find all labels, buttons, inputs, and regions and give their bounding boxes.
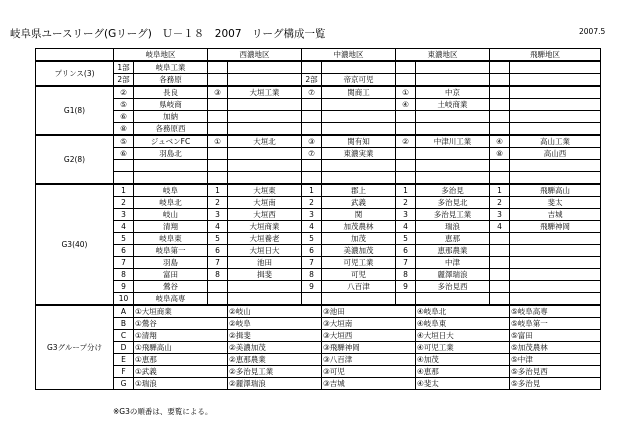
seed-cell: 4 xyxy=(302,221,322,233)
region-header-row xyxy=(36,49,601,62)
seed-cell xyxy=(302,61,322,74)
seed-cell: ② xyxy=(396,135,416,148)
group-team: ④恵那 xyxy=(416,366,510,378)
section-label: プリンス(3) xyxy=(36,61,114,86)
section-label: G2(8) xyxy=(36,135,114,184)
table-row xyxy=(36,148,601,160)
team-cell xyxy=(322,111,396,123)
seed-cell xyxy=(490,160,510,172)
team-cell xyxy=(416,160,490,172)
team-cell: 高山西 xyxy=(510,148,601,160)
seed-cell: 7 xyxy=(396,257,416,269)
seed-cell: ⑥ xyxy=(114,111,134,123)
seed-cell xyxy=(490,245,510,257)
seed-cell: 5 xyxy=(302,233,322,245)
seed-cell xyxy=(302,123,322,136)
group-row xyxy=(36,342,601,354)
team-cell xyxy=(228,148,302,160)
section-label: G3(40) xyxy=(36,184,114,305)
group-team: ①鶯谷 xyxy=(134,318,228,330)
team-cell: 大垣日大 xyxy=(228,245,302,257)
seed-cell xyxy=(490,269,510,281)
seed-cell: 7 xyxy=(208,257,228,269)
seed-cell: 2部 xyxy=(302,74,322,87)
team-cell: 各務原西 xyxy=(134,123,208,136)
seed-cell: 5 xyxy=(396,233,416,245)
group-team: ④加茂 xyxy=(416,354,510,366)
team-cell: 可児工業 xyxy=(322,257,396,269)
seed-cell: 3 xyxy=(114,209,134,221)
seed-cell: 3 xyxy=(208,209,228,221)
team-cell: 大垣養老 xyxy=(228,233,302,245)
team-cell: 揖斐 xyxy=(228,269,302,281)
seed-cell: 2 xyxy=(396,197,416,209)
seed-cell xyxy=(208,123,228,136)
seed-cell: 1 xyxy=(114,184,134,197)
seed-cell: ④ xyxy=(396,99,416,111)
team-cell: 関商工 xyxy=(322,86,396,99)
team-cell: 関 xyxy=(322,209,396,221)
seed-cell xyxy=(490,74,510,87)
team-cell xyxy=(416,111,490,123)
seed-cell: ② xyxy=(114,86,134,99)
table-row xyxy=(36,257,601,269)
team-cell: 岐阜北 xyxy=(134,197,208,209)
seed-cell: 6 xyxy=(396,245,416,257)
seed-cell: ⑤ xyxy=(114,135,134,148)
group-team: ③大垣南 xyxy=(322,318,416,330)
seed-cell xyxy=(302,172,322,185)
seed-cell xyxy=(114,172,134,185)
group-team: ②揖斐 xyxy=(228,330,322,342)
team-cell: 中津 xyxy=(416,257,490,269)
team-cell: 八百津 xyxy=(322,281,396,293)
group-row xyxy=(36,354,601,366)
group-team: ⑤中津 xyxy=(510,354,601,366)
seed-cell xyxy=(302,99,322,111)
group-team: ①瑞浪 xyxy=(134,378,228,390)
table-row xyxy=(36,269,601,281)
group-team: ⑤富田 xyxy=(510,330,601,342)
table-row xyxy=(36,111,601,123)
seed-cell: 4 xyxy=(208,221,228,233)
table-row xyxy=(36,123,601,136)
team-cell: 岐阜第一 xyxy=(134,245,208,257)
group-team: ⑤多治見西 xyxy=(510,366,601,378)
team-cell: 中京 xyxy=(416,86,490,99)
group-team: ②麗澤瑞浪 xyxy=(228,378,322,390)
team-cell: 加茂 xyxy=(322,233,396,245)
team-cell xyxy=(416,74,490,87)
team-cell xyxy=(228,293,302,306)
team-cell xyxy=(510,99,601,111)
team-cell: 高山工業 xyxy=(510,135,601,148)
seed-cell: ⑦ xyxy=(302,86,322,99)
team-cell xyxy=(416,293,490,306)
team-cell xyxy=(228,160,302,172)
seed-cell: 5 xyxy=(114,233,134,245)
seed-cell: ⑤ xyxy=(114,99,134,111)
team-cell: 羽島北 xyxy=(134,148,208,160)
team-cell: 吉城 xyxy=(510,209,601,221)
seed-cell: 8 xyxy=(114,269,134,281)
seed-cell: 7 xyxy=(114,257,134,269)
group-team: ③可児 xyxy=(322,366,416,378)
seed-cell xyxy=(396,160,416,172)
group-row xyxy=(36,378,601,390)
team-cell: 羽島 xyxy=(134,257,208,269)
team-cell: 岐阜工業 xyxy=(134,61,208,74)
region-header: 西濃地区 xyxy=(208,49,302,62)
team-cell: 可児 xyxy=(322,269,396,281)
seed-cell xyxy=(490,172,510,185)
region-header: 岐阜地区 xyxy=(114,49,208,62)
seed-cell xyxy=(490,61,510,74)
team-cell xyxy=(510,86,601,99)
team-cell: 斐太 xyxy=(510,197,601,209)
team-cell xyxy=(228,111,302,123)
team-cell xyxy=(322,99,396,111)
group-letter: G xyxy=(114,378,134,390)
group-team: ②恵那農業 xyxy=(228,354,322,366)
seed-cell: 8 xyxy=(302,269,322,281)
team-cell xyxy=(510,245,601,257)
seed-cell: 8 xyxy=(396,269,416,281)
team-cell xyxy=(322,160,396,172)
group-team: ①大垣商業 xyxy=(134,305,228,318)
team-cell: 飛騨神岡 xyxy=(510,221,601,233)
team-cell: 大垣商業 xyxy=(228,221,302,233)
team-cell: 大垣西 xyxy=(228,209,302,221)
team-cell: 東濃実業 xyxy=(322,148,396,160)
seed-cell: 2 xyxy=(490,197,510,209)
seed-cell xyxy=(396,123,416,136)
team-cell xyxy=(510,111,601,123)
group-letter: C xyxy=(114,330,134,342)
seed-cell xyxy=(490,111,510,123)
group-team: ②岐山 xyxy=(228,305,322,318)
table-row xyxy=(36,281,601,293)
group-team: ②岐阜 xyxy=(228,318,322,330)
group-row xyxy=(36,330,601,342)
corner-cell xyxy=(36,49,114,62)
group-team: ④可児工業 xyxy=(416,342,510,354)
table-row xyxy=(36,74,601,87)
team-cell xyxy=(510,257,601,269)
team-cell xyxy=(228,172,302,185)
seed-cell xyxy=(302,111,322,123)
seed-cell xyxy=(208,99,228,111)
seed-cell xyxy=(302,293,322,306)
team-cell: 県岐商 xyxy=(134,99,208,111)
team-cell: 麗澤瑞浪 xyxy=(416,269,490,281)
seed-cell xyxy=(490,281,510,293)
team-cell: 岐山 xyxy=(134,209,208,221)
team-cell: 岐阜 xyxy=(134,184,208,197)
team-cell: 中津川工業 xyxy=(416,135,490,148)
region-header: 東濃地区 xyxy=(396,49,490,62)
group-team: ②多治見工業 xyxy=(228,366,322,378)
team-cell xyxy=(510,269,601,281)
seed-cell xyxy=(396,111,416,123)
team-cell: 多治見 xyxy=(416,184,490,197)
seed-cell xyxy=(208,74,228,87)
group-row xyxy=(36,318,601,330)
team-cell xyxy=(322,61,396,74)
seed-cell: 6 xyxy=(114,245,134,257)
seed-cell: 1部 xyxy=(114,61,134,74)
team-cell: 大垣東 xyxy=(228,184,302,197)
page-title: 岐阜県ユースリーグ(Gリーグ) Ｕ－１８ 2007 リーグ構成一覧 xyxy=(10,28,326,40)
seed-cell xyxy=(208,281,228,293)
seed-cell: 3 xyxy=(396,209,416,221)
seed-cell xyxy=(490,99,510,111)
team-cell xyxy=(228,281,302,293)
team-cell xyxy=(322,123,396,136)
team-cell: 長良 xyxy=(134,86,208,99)
group-team: ⑤岐阜高専 xyxy=(510,305,601,318)
team-cell: 大垣工業 xyxy=(228,86,302,99)
team-cell xyxy=(416,148,490,160)
group-row xyxy=(36,366,601,378)
seed-cell: 2 xyxy=(114,197,134,209)
seed-cell: 5 xyxy=(208,233,228,245)
team-cell xyxy=(510,293,601,306)
group-team: ③八百津 xyxy=(322,354,416,366)
seed-cell: ⑧ xyxy=(114,123,134,136)
team-cell: 鶯谷 xyxy=(134,281,208,293)
group-team: ⑤岐阜第一 xyxy=(510,318,601,330)
table-row xyxy=(36,293,601,306)
seed-cell: 2部 xyxy=(114,74,134,87)
table-row xyxy=(36,172,601,185)
seed-cell xyxy=(490,257,510,269)
team-cell: 大垣南 xyxy=(228,197,302,209)
table-row xyxy=(36,209,601,221)
seed-cell: 4 xyxy=(114,221,134,233)
seed-cell: 9 xyxy=(302,281,322,293)
group-row xyxy=(36,305,601,318)
group-team: ①清翔 xyxy=(134,330,228,342)
team-cell xyxy=(322,172,396,185)
seed-cell xyxy=(114,160,134,172)
seed-cell: 8 xyxy=(208,269,228,281)
seed-cell xyxy=(490,86,510,99)
team-cell xyxy=(228,99,302,111)
seed-cell: 1 xyxy=(208,184,228,197)
seed-cell xyxy=(302,160,322,172)
table-row xyxy=(36,184,601,197)
group-letter: F xyxy=(114,366,134,378)
seed-cell: ④ xyxy=(490,135,510,148)
seed-cell xyxy=(208,148,228,160)
seed-cell: 4 xyxy=(490,221,510,233)
team-cell: 富田 xyxy=(134,269,208,281)
team-cell xyxy=(416,172,490,185)
team-cell: 加茂農林 xyxy=(322,221,396,233)
team-cell xyxy=(228,123,302,136)
table-row xyxy=(36,61,601,74)
seed-cell: 6 xyxy=(208,245,228,257)
table-row xyxy=(36,99,601,111)
seed-cell: 1 xyxy=(396,184,416,197)
team-cell: 美濃加茂 xyxy=(322,245,396,257)
seed-cell: ⑧ xyxy=(490,148,510,160)
team-cell: 清翔 xyxy=(134,221,208,233)
group-team: ⑤加茂農林 xyxy=(510,342,601,354)
team-cell xyxy=(510,74,601,87)
seed-cell: 10 xyxy=(114,293,134,306)
team-cell xyxy=(134,172,208,185)
group-team: ③池田 xyxy=(322,305,416,318)
document-date: 2007.5 xyxy=(579,27,606,36)
group-letter: E xyxy=(114,354,134,366)
team-cell: 恵那 xyxy=(416,233,490,245)
seed-cell: 9 xyxy=(114,281,134,293)
team-cell: 多治見西 xyxy=(416,281,490,293)
team-cell: 多治見工業 xyxy=(416,209,490,221)
seed-cell: 3 xyxy=(302,209,322,221)
table-row xyxy=(36,135,601,148)
table-row xyxy=(36,221,601,233)
team-cell xyxy=(228,74,302,87)
seed-cell xyxy=(490,293,510,306)
team-cell xyxy=(134,160,208,172)
group-team: ①恵那 xyxy=(134,354,228,366)
team-cell: 多治見北 xyxy=(416,197,490,209)
team-cell: 郡上 xyxy=(322,184,396,197)
team-cell: 飛騨高山 xyxy=(510,184,601,197)
team-cell xyxy=(322,293,396,306)
seed-cell: ⑦ xyxy=(302,148,322,160)
team-cell xyxy=(228,61,302,74)
seed-cell xyxy=(396,74,416,87)
group-team: ②美濃加茂 xyxy=(228,342,322,354)
team-cell: 岐阜高専 xyxy=(134,293,208,306)
seed-cell: 4 xyxy=(396,221,416,233)
seed-cell xyxy=(396,172,416,185)
section-label: G1(8) xyxy=(36,86,114,135)
seed-cell: 6 xyxy=(302,245,322,257)
team-cell: 各務原 xyxy=(134,74,208,87)
seed-cell xyxy=(396,61,416,74)
team-cell: 土岐商業 xyxy=(416,99,490,111)
group-team: ⑤多治見 xyxy=(510,378,601,390)
seed-cell: 7 xyxy=(302,257,322,269)
team-cell: 武義 xyxy=(322,197,396,209)
seed-cell xyxy=(208,160,228,172)
table-row xyxy=(36,233,601,245)
group-letter: A xyxy=(114,305,134,318)
team-cell: 瑞浪 xyxy=(416,221,490,233)
table-row xyxy=(36,245,601,257)
team-cell xyxy=(510,172,601,185)
team-cell: 池田 xyxy=(228,257,302,269)
group-team: ①飛騨高山 xyxy=(134,342,228,354)
team-cell xyxy=(510,61,601,74)
team-cell: 大垣北 xyxy=(228,135,302,148)
seed-cell: ③ xyxy=(302,135,322,148)
seed-cell xyxy=(396,148,416,160)
seed-cell xyxy=(396,293,416,306)
group-team: ③吉城 xyxy=(322,378,416,390)
group-team: ④岐阜東 xyxy=(416,318,510,330)
team-cell: 関有知 xyxy=(322,135,396,148)
seed-cell xyxy=(208,111,228,123)
team-cell xyxy=(510,160,601,172)
group-team: ③大垣西 xyxy=(322,330,416,342)
group-letter: B xyxy=(114,318,134,330)
seed-cell xyxy=(490,123,510,136)
team-cell: 恵那農業 xyxy=(416,245,490,257)
seed-cell: ① xyxy=(208,135,228,148)
seed-cell: 9 xyxy=(396,281,416,293)
seed-cell xyxy=(208,61,228,74)
team-cell: ジュベンFC xyxy=(134,135,208,148)
group-team: ④大垣日大 xyxy=(416,330,510,342)
seed-cell: ① xyxy=(396,86,416,99)
team-cell: 岐阜東 xyxy=(134,233,208,245)
seed-cell xyxy=(208,293,228,306)
seed-cell: ⑥ xyxy=(114,148,134,160)
table-row xyxy=(36,197,601,209)
team-cell xyxy=(416,123,490,136)
seed-cell: 2 xyxy=(208,197,228,209)
seed-cell: ③ xyxy=(208,86,228,99)
group-team: ④岐阜北 xyxy=(416,305,510,318)
region-header: 飛騨地区 xyxy=(490,49,601,62)
group-team: ③飛騨神岡 xyxy=(322,342,416,354)
league-table xyxy=(35,48,601,390)
group-letter: D xyxy=(114,342,134,354)
seed-cell: 3 xyxy=(490,209,510,221)
table-row xyxy=(36,86,601,99)
region-header: 中濃地区 xyxy=(302,49,396,62)
team-cell: 帝京可児 xyxy=(322,74,396,87)
team-cell xyxy=(510,281,601,293)
team-cell xyxy=(510,233,601,245)
seed-cell: 1 xyxy=(490,184,510,197)
team-cell: 加納 xyxy=(134,111,208,123)
table-row xyxy=(36,160,601,172)
footnote: ※G3の順番は、要覧による。 xyxy=(113,407,213,416)
group-team: ①武義 xyxy=(134,366,228,378)
team-cell xyxy=(510,123,601,136)
seed-cell xyxy=(208,172,228,185)
team-cell xyxy=(416,61,490,74)
group-team: ④斐太 xyxy=(416,378,510,390)
seed-cell xyxy=(490,233,510,245)
section-label: G3グループ分け xyxy=(36,305,114,390)
seed-cell: 2 xyxy=(302,197,322,209)
seed-cell: 1 xyxy=(302,184,322,197)
